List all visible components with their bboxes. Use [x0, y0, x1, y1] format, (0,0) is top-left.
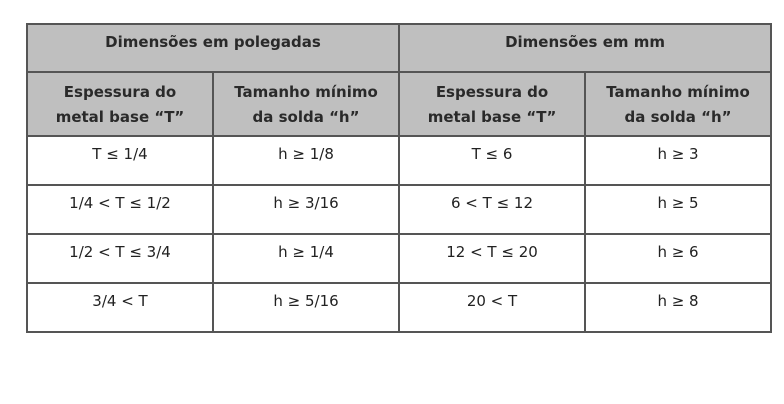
column-header-line: da solda “h” [252, 108, 360, 126]
group-header-inches: Dimensões em polegadas [27, 24, 399, 72]
table-cell: T ≤ 6 [399, 136, 585, 185]
group-header-mm: Dimensões em mm [399, 24, 771, 72]
table-cell: h ≥ 3 [585, 136, 771, 185]
table-cell: h ≥ 8 [585, 283, 771, 332]
group-header-row [27, 24, 771, 72]
table-cell: h ≥ 6 [585, 234, 771, 283]
table-cell: h ≥ 5/16 [213, 283, 399, 332]
table-cell: 12 < T ≤ 20 [399, 234, 585, 283]
column-header-weld-size-mm [585, 72, 771, 136]
weld-size-table [26, 23, 772, 333]
table-cell: 20 < T [399, 283, 585, 332]
column-header-thickness-mm [399, 72, 585, 136]
table-cell: h ≥ 1/8 [213, 136, 399, 185]
table-cell: h ≥ 1/4 [213, 234, 399, 283]
table-cell: 1/2 < T ≤ 3/4 [27, 234, 213, 283]
column-header-line: metal base “T” [427, 108, 557, 126]
table-row [27, 234, 771, 283]
column-header-line: metal base “T” [55, 108, 185, 126]
table-row [27, 185, 771, 234]
column-header-thickness-in [27, 72, 213, 136]
column-header-line: Tamanho mínimo [606, 83, 750, 101]
column-header-weld-size-in [213, 72, 399, 136]
column-header-row [27, 72, 771, 136]
table-cell: T ≤ 1/4 [27, 136, 213, 185]
table-cell: 1/4 < T ≤ 1/2 [27, 185, 213, 234]
table-cell: h ≥ 3/16 [213, 185, 399, 234]
column-header-line: Espessura do [63, 83, 177, 101]
column-header-line: da solda “h” [624, 108, 732, 126]
column-header-line: Espessura do [435, 83, 549, 101]
table-cell: 6 < T ≤ 12 [399, 185, 585, 234]
table-cell: 3/4 < T [27, 283, 213, 332]
table-cell: h ≥ 5 [585, 185, 771, 234]
table-row [27, 283, 771, 332]
table-row [27, 136, 771, 185]
column-header-line: Tamanho mínimo [234, 83, 378, 101]
